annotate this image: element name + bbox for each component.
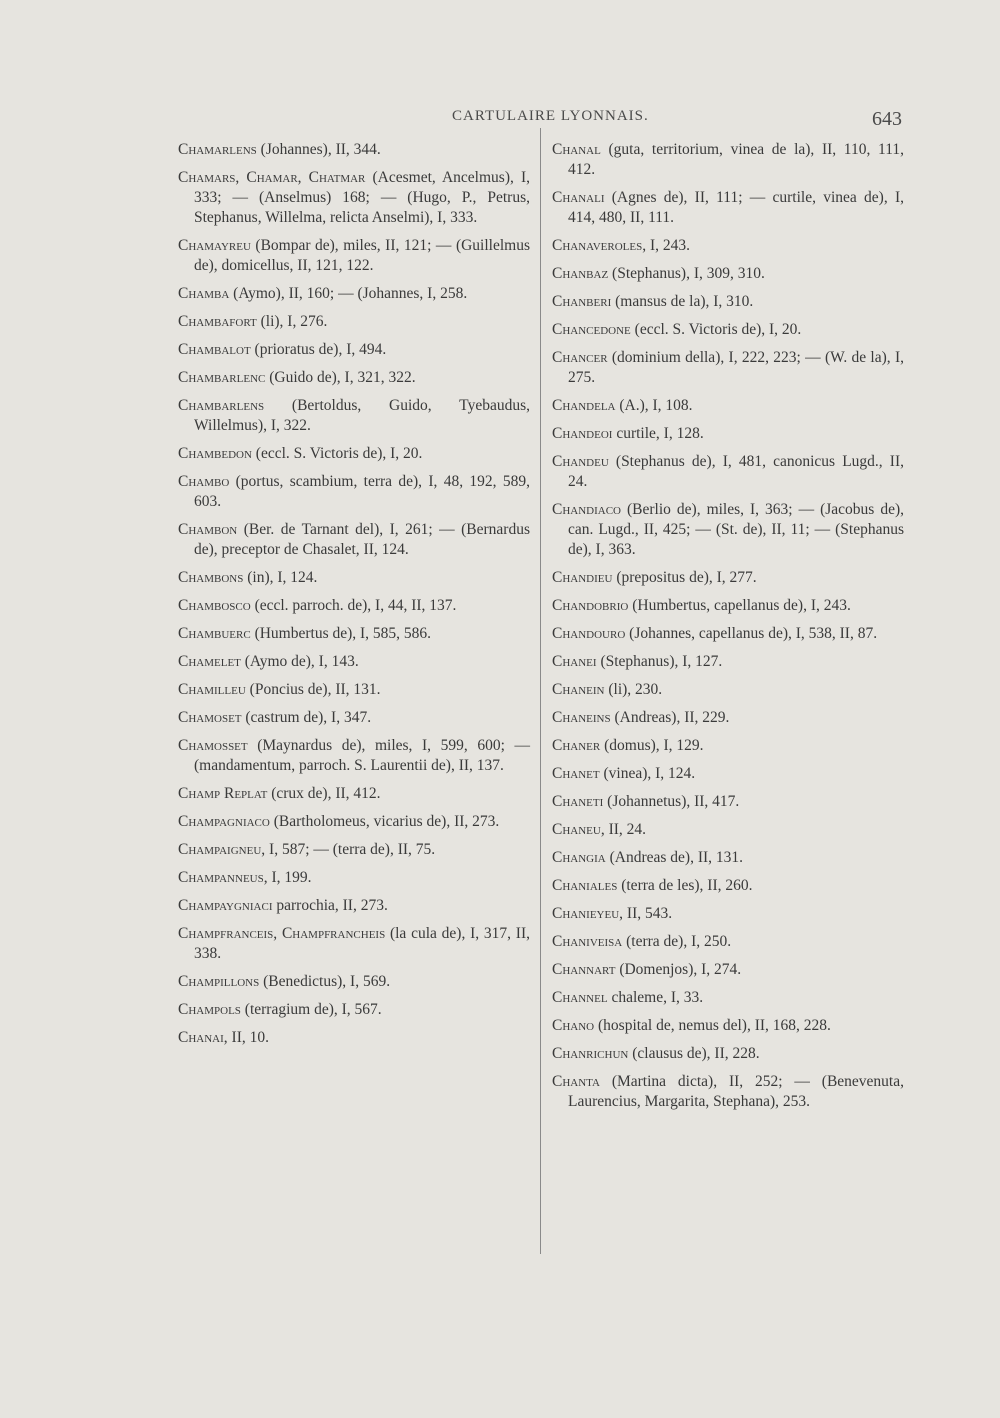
index-entry xyxy=(178,340,530,360)
index-entry xyxy=(178,168,530,228)
entry-text: , I, 199. xyxy=(263,869,312,886)
entry-headword: Chamoset xyxy=(178,709,242,726)
entry-text: (Andreas), II, 229. xyxy=(610,709,730,726)
entry-text: (guta, territorium, vinea de la), II, 110, 111, 412. xyxy=(568,141,904,178)
entry-text: curtile, I, 128. xyxy=(612,425,704,442)
index-entry xyxy=(552,680,904,700)
entry-headword: Chanein xyxy=(552,681,605,698)
entry-headword: Chamelet xyxy=(178,653,241,670)
index-entry xyxy=(552,568,904,588)
entry-text: parrochia, II, 273. xyxy=(272,897,388,914)
entry-headword: Chambedon xyxy=(178,445,252,462)
entry-headword: Chanbaz xyxy=(552,265,609,282)
entry-headword: Chanieyeu xyxy=(552,905,620,922)
entry-headword: Chandeu xyxy=(552,453,609,470)
entry-text: (portus, scambium, terra de), I, 48, 192, 589, 603. xyxy=(194,473,530,510)
index-entry xyxy=(178,708,530,728)
entry-text: (Martina dicta), II, 252; — (Benevenuta, Laurencius, Margarita, Stephana), 253. xyxy=(568,1073,904,1110)
entry-headword: Chandobrio xyxy=(552,597,629,614)
entry-headword: Chambuerc xyxy=(178,625,251,642)
index-entry xyxy=(178,368,530,388)
entry-headword: Champols xyxy=(178,1001,241,1018)
index-entry xyxy=(552,236,904,256)
entry-headword: Chamba xyxy=(178,285,230,302)
entry-text: (clausus de), II, 228. xyxy=(628,1045,760,1062)
entry-headword: Channart xyxy=(552,961,616,978)
index-entry xyxy=(552,932,904,952)
entry-text: (terragium de), I, 567. xyxy=(240,1001,382,1018)
entry-text: (Guido de), I, 321, 322. xyxy=(265,369,416,386)
entry-headword: Chanta xyxy=(552,1073,600,1090)
entry-text: (Ber. de Tarnant del), I, 261; — (Bernardus de), preceptor de Chasalet, II, 124. xyxy=(194,521,530,558)
index-entry xyxy=(178,284,530,304)
index-entry xyxy=(552,292,904,312)
index-entry xyxy=(178,624,530,644)
entry-headword: Chanberi xyxy=(552,293,612,310)
index-entry xyxy=(552,708,904,728)
entry-text: , II, 10. xyxy=(223,1029,269,1046)
index-entry xyxy=(178,472,530,512)
index-entry xyxy=(178,868,530,888)
index-entry xyxy=(552,1016,904,1036)
entry-text: (vinea), I, 124. xyxy=(599,765,696,782)
running-title: CARTULAIRE LYONNAIS. xyxy=(452,108,649,124)
entry-headword: Chanrichun xyxy=(552,1045,629,1062)
entry-headword: Chanali xyxy=(552,189,605,206)
entry-headword: Chaneti xyxy=(552,793,604,810)
entry-headword: Chano xyxy=(552,1017,595,1034)
entry-headword: Chaniveisa xyxy=(552,933,623,950)
index-entry xyxy=(552,452,904,492)
entry-text: (Agnes de), II, 111; — curtile, vinea de), I, 414, 480, II, 111. xyxy=(568,189,904,226)
entry-text: (Johannes), II, 344. xyxy=(256,141,381,158)
entry-text: (prioratus de), I, 494. xyxy=(250,341,387,358)
index-entry xyxy=(552,264,904,284)
entry-headword: Chambon xyxy=(178,521,238,538)
entry-text: (crux de), II, 412. xyxy=(267,785,381,802)
index-entry xyxy=(552,424,904,444)
entry-text: chaleme, I, 33. xyxy=(607,989,704,1006)
entry-headword: Chaniales xyxy=(552,877,618,894)
index-entry xyxy=(552,820,904,840)
entry-text: (li), 230. xyxy=(604,681,663,698)
entry-text: (eccl. S. Victoris de), I, 20. xyxy=(630,321,802,338)
entry-text: (terra de les), II, 260. xyxy=(617,877,753,894)
entry-headword: Chaneu xyxy=(552,821,601,838)
entry-text: (Humbertus de), I, 585, 586. xyxy=(250,625,432,642)
entry-text: (domus), I, 129. xyxy=(600,737,704,754)
entry-text: (Berlio de), miles, I, 363; — (Jacobus de), can. Lugd., II, 425; — (St. de), II, 11; — (Stephanus de), I, 363. xyxy=(568,501,904,558)
entry-headword: Chambosco xyxy=(178,597,251,614)
index-entry xyxy=(552,792,904,812)
entry-headword: Channel xyxy=(552,989,608,1006)
right-column xyxy=(552,140,904,1120)
index-entry xyxy=(552,348,904,388)
entry-text: (dominium della), I, 222, 223; — (W. de la), I, 275. xyxy=(568,349,904,386)
entry-headword: Chanal xyxy=(552,141,601,158)
entry-headword: Chamayreu xyxy=(178,237,251,254)
entry-headword: Chandela xyxy=(552,397,616,414)
entry-text: (hospital de, nemus del), II, 168, 228. xyxy=(594,1017,831,1034)
index-entry xyxy=(178,784,530,804)
entry-headword: Chamarlens xyxy=(178,141,257,158)
entry-text: (in), I, 124. xyxy=(243,569,318,586)
entry-headword: Chamosset xyxy=(178,737,248,754)
entry-headword: Chambalot xyxy=(178,341,251,358)
index-entry xyxy=(178,840,530,860)
index-entry xyxy=(178,812,530,832)
entry-text: (la cula de), I, 317, II, 338. xyxy=(194,925,530,962)
entry-text: , II, 543. xyxy=(619,905,673,922)
entry-text: (A.), I, 108. xyxy=(615,397,693,414)
entry-headword: Changia xyxy=(552,849,606,866)
entry-text: (Stephanus de), I, 481, canonicus Lugd., II, 24. xyxy=(568,453,904,490)
entry-text: (Maynardus de), miles, I, 599, 600; — (mandamentum, parroch. S. Laurentii de), II, 137. xyxy=(194,737,530,774)
index-entry xyxy=(178,972,530,992)
index-entry xyxy=(178,1000,530,1020)
entry-headword: Champagniaco xyxy=(178,813,270,830)
index-entry xyxy=(552,876,904,896)
index-entry xyxy=(552,188,904,228)
entry-headword: Chanet xyxy=(552,765,600,782)
entry-headword: Chamilleu xyxy=(178,681,246,698)
entry-text: (Aymo), II, 160; — (Johannes, I, 258. xyxy=(229,285,468,302)
index-entry xyxy=(552,904,904,924)
entry-headword: Champillons xyxy=(178,973,260,990)
entry-headword: Chaner xyxy=(552,737,601,754)
index-entry xyxy=(178,736,530,776)
index-entry xyxy=(178,680,530,700)
index-entry xyxy=(552,596,904,616)
entry-headword: Champanneus xyxy=(178,869,264,886)
index-entry xyxy=(552,848,904,868)
index-entry xyxy=(552,624,904,644)
entry-headword: Chamars, Chamar, Chatmar xyxy=(178,169,366,186)
entry-text: (castrum de), I, 347. xyxy=(241,709,372,726)
index-entry xyxy=(552,960,904,980)
entry-headword: Champaigneu xyxy=(178,841,262,858)
entry-text: (eccl. parroch. de), I, 44, II, 137. xyxy=(250,597,457,614)
entry-text: , I, 243. xyxy=(642,237,690,254)
entry-text: (terra de), I, 250. xyxy=(622,933,732,950)
page-number: 643 xyxy=(872,108,902,130)
column-divider xyxy=(540,128,541,1254)
entry-text: (Benedictus), I, 569. xyxy=(259,973,391,990)
index-entry xyxy=(552,988,904,1008)
index-entry xyxy=(178,1028,530,1048)
entry-headword: Chandeoi xyxy=(552,425,613,442)
entry-headword: Chambarlenc xyxy=(178,369,266,386)
entry-text: (Domenjos), I, 274. xyxy=(615,961,742,978)
entry-text: (Bompar de), miles, II, 121; — (Guillelmus de), domicellus, II, 121, 122. xyxy=(194,237,530,274)
index-entry xyxy=(552,140,904,180)
entry-headword: Chandieu xyxy=(552,569,613,586)
index-entry xyxy=(552,736,904,756)
entry-headword: Champ Replat xyxy=(178,785,268,802)
entry-headword: Chambo xyxy=(178,473,230,490)
entry-headword: Chambafort xyxy=(178,313,257,330)
entry-text: (Acesmet, Ancelmus), I, 333; — (Anselmus) 168; — (Hugo, P., Petrus, Stephanus, Willelma, relicta Anselmi), I, 333. xyxy=(194,169,530,226)
entry-text: (Johannetus), II, 417. xyxy=(603,793,740,810)
entry-text: (mansus de la), I, 310. xyxy=(611,293,754,310)
index-entry xyxy=(552,320,904,340)
entry-headword: Champfranceis, Champfrancheis xyxy=(178,925,386,942)
index-entry xyxy=(552,764,904,784)
entry-headword: Chambarlens xyxy=(178,397,265,414)
index-entry xyxy=(178,924,530,964)
entry-text: (eccl. S. Victoris de), I, 20. xyxy=(251,445,423,462)
entry-text: (Stephanus), I, 309, 310. xyxy=(608,265,765,282)
entry-text: (Johannes, capellanus de), I, 538, II, 87. xyxy=(625,625,878,642)
index-entry xyxy=(178,444,530,464)
index-entry xyxy=(178,140,530,160)
index-entry xyxy=(178,520,530,560)
entry-text: (Andreas de), II, 131. xyxy=(605,849,744,866)
index-entry xyxy=(178,396,530,436)
entry-headword: Chancer xyxy=(552,349,608,366)
index-entry xyxy=(178,312,530,332)
entry-text: (Bartholomeus, vicarius de), II, 273. xyxy=(269,813,500,830)
entry-headword: Chancedone xyxy=(552,321,631,338)
entry-headword: Chaneins xyxy=(552,709,611,726)
entry-headword: Champaygniaci xyxy=(178,897,273,914)
left-column xyxy=(178,140,530,1056)
entry-text: (Poncius de), II, 131. xyxy=(245,681,381,698)
index-entry xyxy=(552,396,904,416)
index-entry xyxy=(178,236,530,276)
index-entry xyxy=(178,896,530,916)
entry-text: , II, 24. xyxy=(600,821,647,838)
index-entry xyxy=(552,1044,904,1064)
index-entry xyxy=(552,500,904,560)
index-entry xyxy=(552,1072,904,1112)
entry-headword: Chandouro xyxy=(552,625,626,642)
entry-headword: Chambons xyxy=(178,569,244,586)
index-entry xyxy=(178,596,530,616)
entry-text: , I, 587; — (terra de), II, 75. xyxy=(261,841,436,858)
entry-headword: Chanaveroles xyxy=(552,237,643,254)
entry-text: (Bertoldus, Guido, Tyebaudus, Willelmus), I, 322. xyxy=(194,397,530,434)
index-entry xyxy=(178,652,530,672)
index-entry xyxy=(178,568,530,588)
entry-headword: Chanei xyxy=(552,653,597,670)
entry-text: (Humbertus, capellanus de), I, 243. xyxy=(628,597,851,614)
entry-text: (li), I, 276. xyxy=(256,313,328,330)
entry-text: (Stephanus), I, 127. xyxy=(596,653,723,670)
entry-text: (Aymo de), I, 143. xyxy=(240,653,359,670)
index-entry xyxy=(552,652,904,672)
entry-headword: Chanai xyxy=(178,1029,224,1046)
entry-text: (prepositus de), I, 277. xyxy=(612,569,757,586)
entry-headword: Chandiaco xyxy=(552,501,622,518)
